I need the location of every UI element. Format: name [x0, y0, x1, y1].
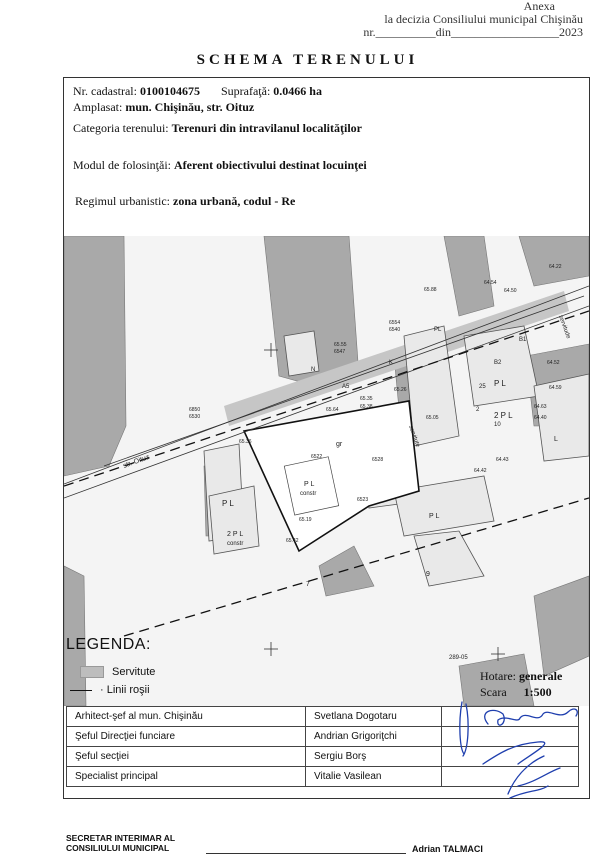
table-row [67, 707, 579, 727]
label-pl-short: PL [434, 327, 442, 333]
signature-cell [442, 727, 579, 747]
legend [66, 636, 156, 696]
legend-red-lines [70, 684, 150, 696]
label-b2: B2 [494, 360, 502, 366]
label-10: 10 [494, 422, 501, 428]
page-title: SCHEMA TERENULUI [196, 52, 419, 68]
elev-6542: 65.42 [286, 538, 299, 544]
annex-header [363, 0, 583, 39]
signature-cell [442, 767, 579, 787]
street-label: str. Oituz [122, 453, 151, 470]
elev-6526: 65.26 [394, 387, 407, 393]
elev-6554: 6554 [389, 320, 401, 326]
cadastral-label: Nr. cadastral: [73, 84, 137, 98]
legend-title: LEGENDA: [66, 636, 151, 653]
label-7: 7 [306, 581, 310, 588]
label-n: N [311, 367, 316, 373]
label-pl-top: P L [494, 379, 506, 388]
category-label: Categoria terenului: [73, 121, 169, 135]
use-row [73, 157, 367, 173]
label-pl-parcel: P L [304, 481, 315, 488]
label-2: 2 [476, 407, 480, 413]
scara-row [480, 684, 552, 700]
label-pl-left: P L [222, 499, 234, 508]
elev-6440: 64.40 [534, 415, 547, 421]
signature-role: Şeful secţiei [67, 747, 306, 767]
urban-value: zona urbană, codul - Re [173, 194, 296, 208]
label-pl-right: P L [429, 513, 440, 520]
elev-6454: 64.54 [484, 280, 497, 286]
elev-6536: 65.36 [239, 439, 252, 445]
label-constr-parcel: constr [300, 491, 317, 497]
table-row [67, 727, 579, 747]
secretary-line-2: CONSILIULUI MUNICIPAL [66, 843, 170, 853]
elev-6588: 65.88 [424, 287, 437, 293]
use-value: Aferent obiectivului destinat locuinţei [174, 158, 367, 172]
hotare-row [480, 668, 562, 684]
category-value: Terenuri din intravilanul localităţilor [171, 121, 362, 135]
hotare-value: generale [518, 669, 563, 683]
elev-6519: 65.19 [299, 517, 312, 523]
scara-label: Scara [480, 685, 507, 699]
urban-row [75, 193, 295, 209]
elev-6422: 64.22 [549, 264, 562, 270]
legend-servitute-label: Servitute [112, 666, 156, 678]
area-label: Suprafaţă: [220, 84, 271, 98]
sheet-number: 289-05 [449, 655, 468, 661]
label-2pl-right: 2 P L [494, 411, 513, 420]
secretary-title [66, 833, 175, 853]
elev-6535: 65.35 [360, 396, 373, 402]
signature-name: Sergiu Borş [306, 747, 442, 767]
table-row [67, 767, 579, 787]
category-row [73, 120, 362, 136]
label-constr-left: constr [227, 541, 244, 547]
decision-reference: la decizia Consiliului municipal Chişinău [384, 12, 583, 26]
location-label: Amplasat: [73, 100, 123, 114]
elev-6442: 64.42 [474, 468, 487, 474]
elev-6528: 6528 [372, 457, 384, 463]
elev-6850: 6850 [189, 407, 201, 413]
elev-6555: 65.55 [334, 342, 347, 348]
elev-6452: 64.52 [547, 360, 560, 366]
label-gr: gr [336, 441, 343, 448]
elev-6443: 64.43 [496, 457, 509, 463]
red-line-swatch [70, 690, 92, 691]
label-2pl: 2 P L [227, 531, 244, 538]
label-l: L [554, 436, 558, 443]
area-value: 0.0466 ha [273, 84, 322, 98]
year: 2023 [559, 25, 583, 39]
din-label: din [435, 25, 451, 39]
servitute-swatch [80, 666, 104, 678]
elev-6522: 6522 [311, 454, 323, 460]
signature-cell [442, 747, 579, 767]
decision-number-line [363, 26, 583, 39]
secretary-line-1: SECRETAR INTERIMAR AL [66, 833, 176, 843]
signature-role: Arhitect-şef al mun. Chişinău [67, 707, 306, 727]
elev-6530: 6530 [189, 414, 201, 420]
secretary-name: Adrian TALMACI [412, 844, 483, 854]
cadastral-row [73, 83, 322, 99]
legend-red-lines-label: · Linii roşii [100, 684, 150, 696]
elev-6505: 65.05 [426, 415, 439, 421]
legend-servitute [80, 666, 155, 678]
elev-6459: 64.59 [549, 385, 562, 391]
scara-value: 1:500 [523, 685, 552, 699]
label-9: 9 [426, 571, 430, 578]
elev-6564: 65.64 [326, 407, 339, 413]
label-25: 25 [479, 384, 486, 390]
cadastral-value: 0100104675 [139, 84, 200, 98]
location-row [73, 99, 254, 115]
nr-label: nr. [363, 25, 376, 39]
target-parcel [244, 401, 419, 551]
signature-role: Specialist principal [67, 767, 306, 787]
label-a5: A5 [342, 384, 350, 390]
nr-blank: __________ [375, 25, 436, 39]
secretary-signature-line [206, 853, 406, 854]
signature-name: Svetlana Dogotaru [306, 707, 442, 727]
elev-6538: 65.38 [360, 404, 373, 410]
signature-name: Vitalie Vasilean [306, 767, 442, 787]
label-k: K [389, 360, 394, 366]
label-servitude: servitude [557, 314, 572, 340]
label-b1: B1 [519, 337, 527, 343]
annex-label: Anexa [523, 0, 555, 13]
elev-6547: 6547 [334, 349, 346, 355]
elev-6450: 64.50 [504, 288, 517, 294]
date-blank: __________________ [451, 25, 559, 39]
elev-6523: 6523 [357, 497, 369, 503]
signatures-table [66, 706, 579, 787]
signature-role: Şeful Direcţiei funciare [67, 727, 306, 747]
table-row [67, 747, 579, 767]
hotare-label: Hotare: [480, 669, 516, 683]
location-value: mun. Chişinău, str. Oituz [125, 100, 255, 114]
use-label: Modul de folosinţăi: [73, 158, 171, 172]
signature-cell [442, 707, 579, 727]
elev-6540: 6540 [389, 327, 401, 333]
elev-6463: 64.63 [534, 404, 547, 410]
urban-label: Regimul urbanistic: [75, 194, 170, 208]
signature-name: Andrian Grigoriţchi [306, 727, 442, 747]
label-servitute: servitute [407, 424, 421, 449]
